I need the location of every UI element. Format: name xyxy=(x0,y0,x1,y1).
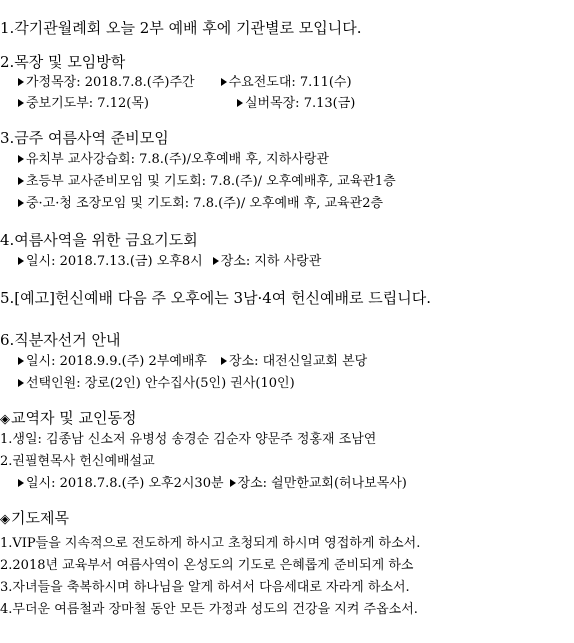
list-item-text: 초등부 교사준비모임 및 기도회: 7.8.(주)/ 오후예배후, 교육관1층 xyxy=(26,174,396,189)
section-2-heading: 2.목장 및 모임방학 xyxy=(0,53,126,71)
section-7-heading-text: 교역자 및 교인동정 xyxy=(11,409,137,427)
event-time: 일시: 2018.9.9.(주) 2부예배후 xyxy=(26,354,207,369)
triangle-right-icon xyxy=(213,257,219,265)
event-place: 장소: 지하 사랑관 xyxy=(220,254,322,269)
section-2-item: 중보기도부: 7.12(목) xyxy=(26,96,149,111)
sermon-line: 2.권필현목사 헌신예배설교 xyxy=(0,454,155,469)
prayer-item: 3.자녀들을 축복하시며 하나님을 알게 하셔서 다음세대로 자라게 하소서. xyxy=(0,580,410,595)
triangle-right-icon xyxy=(230,479,236,487)
section-2-item: 가정목장: 2018.7.8.(주)주간 xyxy=(26,75,195,90)
event-place: 장소: 쉴만한교회(허나보목사) xyxy=(237,476,407,491)
section-2-row-2 xyxy=(18,94,355,114)
section-8-heading-text: 기도제목 xyxy=(11,509,69,527)
triangle-right-icon xyxy=(221,357,227,365)
triangle-right-icon xyxy=(18,199,24,207)
section-6-heading: 6.직분자선거 안내 xyxy=(0,331,121,349)
section-4-details xyxy=(18,252,321,272)
list-item xyxy=(18,172,396,192)
triangle-right-icon xyxy=(18,78,24,86)
event-time: 일시: 2018.7.8.(주) 오후2시30분 xyxy=(26,476,224,491)
diamond-dot-icon: ◈ xyxy=(0,512,10,527)
list-item-text: 중·고·청 조장모임 및 기도회: 7.8.(주)/ 오후예배 후, 교육관2층 xyxy=(26,196,384,211)
triangle-right-icon xyxy=(18,479,24,487)
selection-text: 선택인원: 장로(2인) 안수집사(5인) 권사(10인) xyxy=(26,376,295,391)
section-6-details xyxy=(18,352,367,372)
section-7-details xyxy=(18,474,407,494)
triangle-right-icon xyxy=(18,177,24,185)
list-item-text: 유치부 교사강습회: 7.8.(주)/오후예배 후, 지하사랑관 xyxy=(26,152,329,167)
list-item xyxy=(18,150,329,170)
event-time: 일시: 2018.7.13.(금) 오후8시 xyxy=(26,254,203,269)
triangle-right-icon xyxy=(237,99,243,107)
event-place: 장소: 대전신일교회 본당 xyxy=(229,354,368,369)
list-item xyxy=(18,194,383,214)
triangle-right-icon xyxy=(18,257,24,265)
section-7-heading xyxy=(0,408,136,430)
prayer-item: 2.2018년 교육부서 여름사역이 온성도의 기도로 은혜롭게 준비되게 하소 xyxy=(0,558,414,573)
section-5-heading: 5.[예고]헌신예배 다음 주 오후에는 3남·4여 헌신예배로 드립니다. xyxy=(0,289,432,307)
section-2-item: 실버목장: 7.13(금) xyxy=(244,96,356,111)
section-6-selection xyxy=(18,374,295,394)
triangle-right-icon xyxy=(18,357,24,365)
diamond-dot-icon: ◈ xyxy=(0,412,10,427)
section-2-row-1 xyxy=(18,73,352,93)
birthday-line: 1.생일: 김종남 신소저 유병성 송경순 김순자 양문주 정홍재 조남연 xyxy=(0,432,377,447)
triangle-right-icon xyxy=(221,78,227,86)
section-8-heading xyxy=(0,508,69,530)
section-1-heading: 1.각기관월례회 오늘 2부 예배 후에 기관별로 모입니다. xyxy=(0,19,362,37)
triangle-right-icon xyxy=(18,99,24,107)
triangle-right-icon xyxy=(18,155,24,163)
prayer-item: 4.무더운 여름철과 장마철 동안 모든 가정과 성도의 건강을 지켜 주옵소서. xyxy=(0,602,418,617)
section-4-heading: 4.여름사역을 위한 금요기도회 xyxy=(0,231,198,249)
triangle-right-icon xyxy=(18,379,24,387)
section-2-item: 수요전도대: 7.11(수) xyxy=(228,75,352,90)
prayer-item: 1.VIP들을 지속적으로 전도하게 하시고 초청되게 하시며 영접하게 하소서. xyxy=(0,536,421,551)
section-3-heading: 3.금주 여름사역 준비모임 xyxy=(0,129,169,147)
